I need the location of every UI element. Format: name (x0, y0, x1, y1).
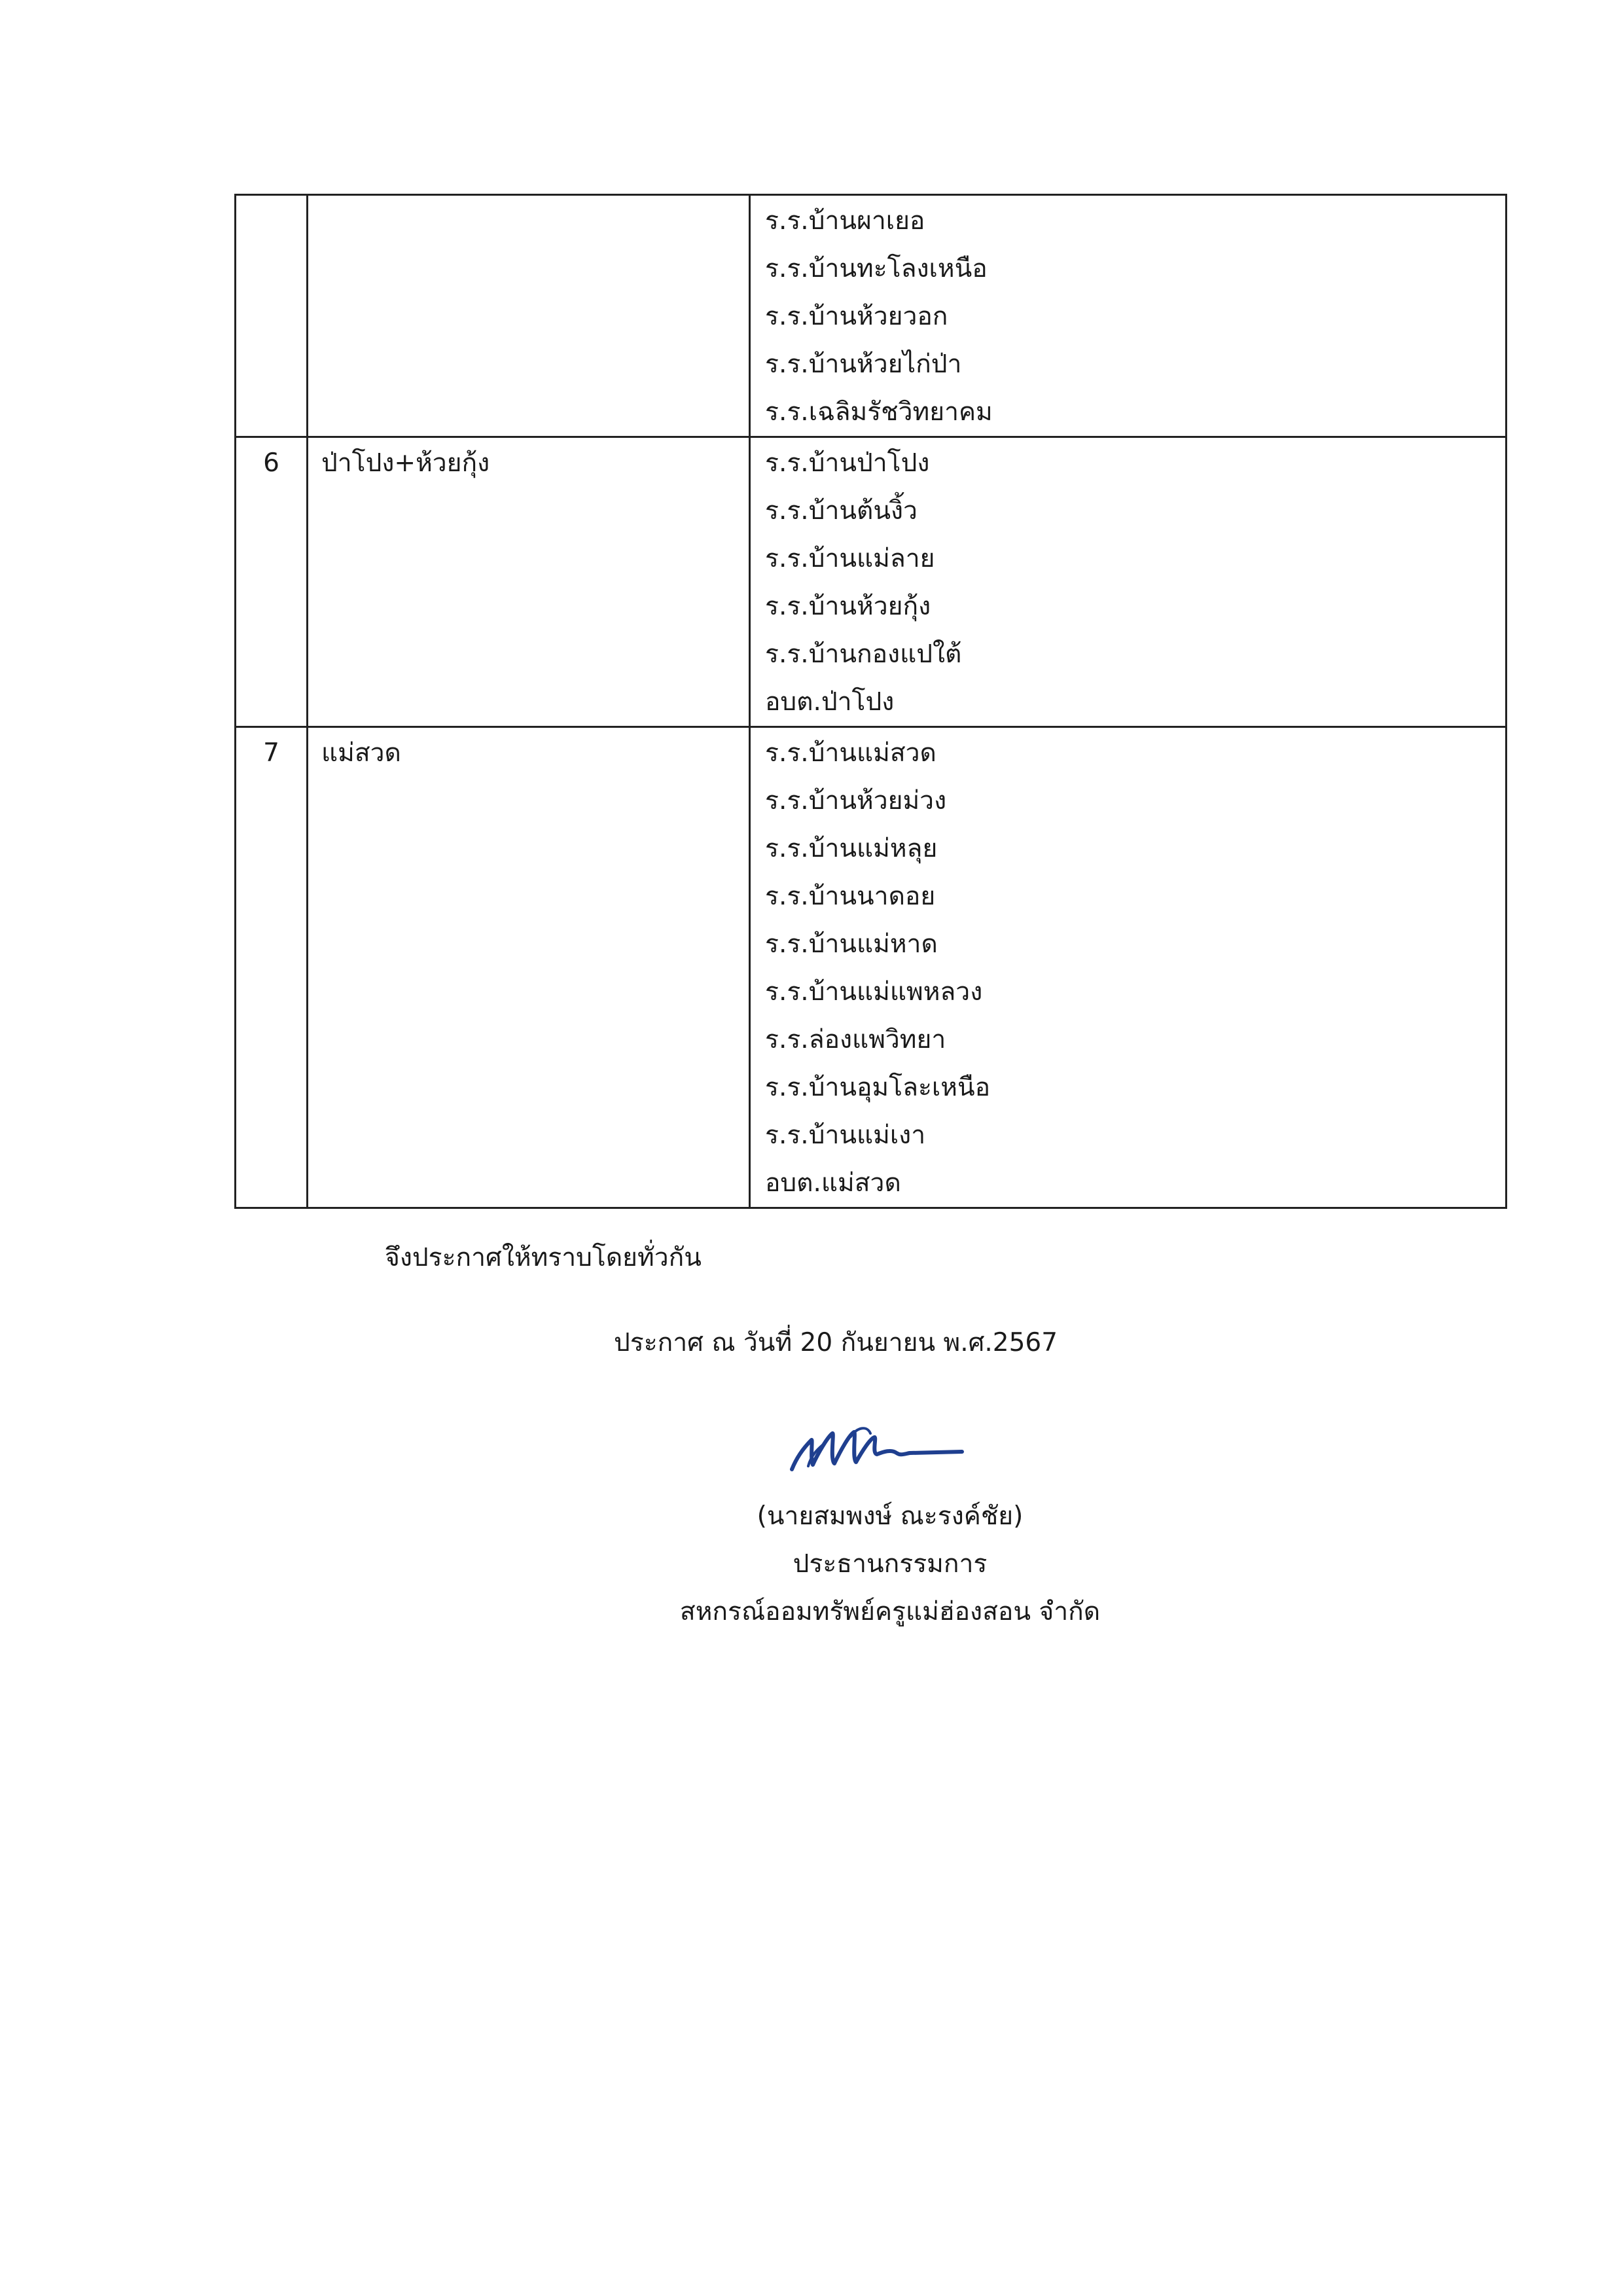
zone-number: 7 (236, 727, 308, 1208)
unit-item: ร.ร.บ้านแม่หลุย (765, 834, 938, 863)
table-row (236, 437, 1507, 727)
table-row (236, 195, 1507, 437)
zone-units (750, 195, 1507, 437)
unit-item: อบต.ป่าโปง (765, 687, 895, 717)
zone-table-body (236, 195, 1507, 1208)
zone-name: ป่าโปง+ห้วยกุ้ง (308, 437, 750, 727)
table-row (236, 727, 1507, 1208)
unit-item: ร.ร.เฉลิมรัชวิทยาคม (765, 397, 993, 427)
unit-item: ร.ร.บ้านห้วยม่วง (765, 786, 947, 816)
signature-image (772, 1407, 969, 1486)
unit-item: ร.ร.บ้านผาเยอ (765, 206, 925, 236)
unit-item: ร.ร.บ้านแม่หาด (765, 929, 938, 959)
zone-table (234, 194, 1507, 1209)
unit-item: ร.ร.บ้านห้วยไก่ป่า (765, 350, 962, 379)
unit-item: ร.ร.บ้านแม่ลาย (765, 544, 935, 573)
zone-number (236, 195, 308, 437)
unit-item: ร.ร.บ้านห้วยกุ้ง (765, 592, 931, 621)
unit-item: ร.ร.ล่องแพวิทยา (765, 1025, 946, 1054)
unit-item: ร.ร.บ้านห้วยวอก (765, 302, 948, 331)
unit-item: ร.ร.บ้านแม่สวด (765, 738, 936, 768)
unit-item: ร.ร.บ้านนาดอย (765, 882, 936, 911)
signature-block (563, 1492, 1217, 1636)
signer-organization: สหกรณ์ออมทรัพย์ครูแม่ฮ่องสอน จำกัด (679, 1597, 1101, 1626)
zone-units (750, 437, 1507, 727)
unit-item: ร.ร.บ้านทะโลงเหนือ (765, 254, 988, 283)
zone-name (308, 195, 750, 437)
unit-item: ร.ร.บ้านกองแปใต้ (765, 639, 962, 669)
announcement-date: ประกาศ ณ วันที่ 20 กันยายน พ.ศ.2567 (614, 1328, 1058, 1357)
signer-name: (นายสมพงษ์ ณะรงค์ชัย) (757, 1501, 1024, 1531)
unit-item: ร.ร.บ้านอุมโละเหนือ (765, 1073, 991, 1102)
unit-item: ร.ร.บ้านต้นงิ้ว (765, 496, 918, 526)
zone-number: 6 (236, 437, 308, 727)
closing-statement: จึงประกาศให้ทราบโดยทั่วกัน (385, 1243, 702, 1272)
zone-units (750, 727, 1507, 1208)
unit-item: ร.ร.บ้านแม่แพหลวง (765, 977, 983, 1007)
unit-item: ร.ร.บ้านป่าโปง (765, 448, 930, 478)
zone-name: แม่สวด (308, 727, 750, 1208)
signer-position: ประธานกรรมการ (793, 1549, 988, 1579)
unit-item: อบต.แม่สวด (765, 1168, 901, 1198)
unit-item: ร.ร.บ้านแม่เงา (765, 1121, 926, 1150)
